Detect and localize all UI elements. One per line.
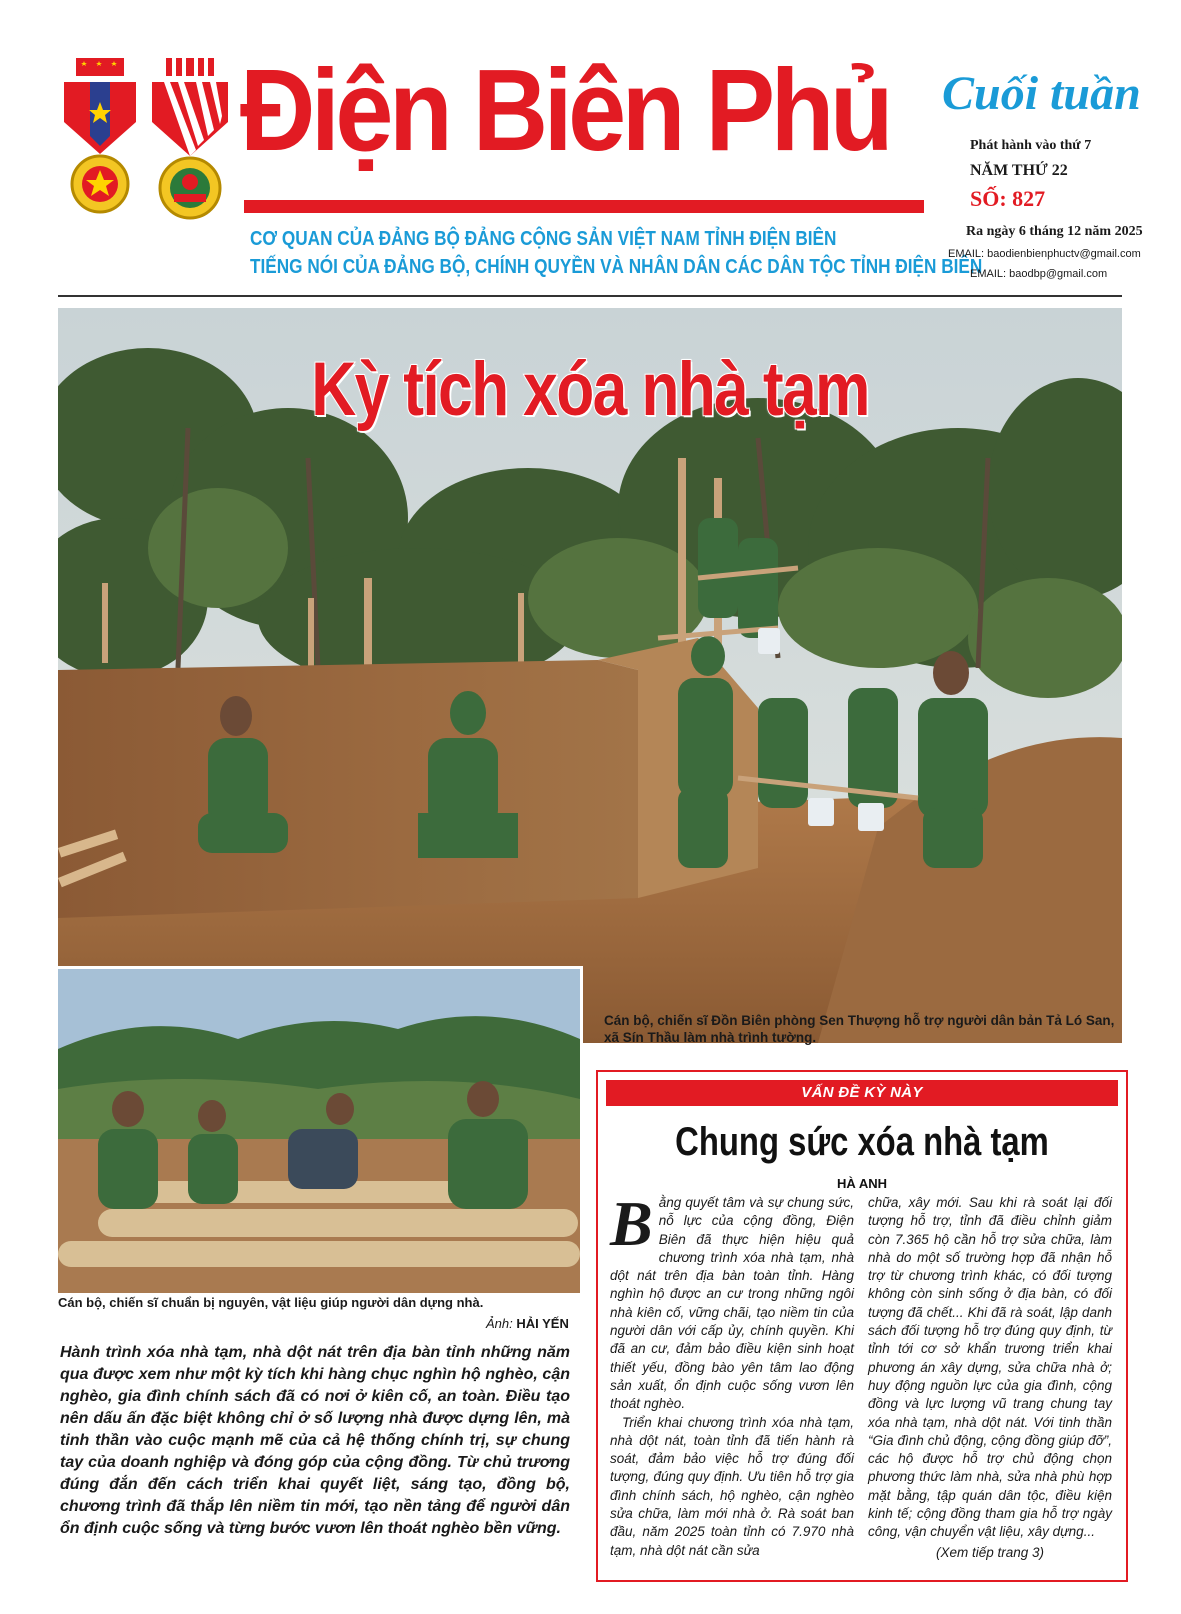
email-1: EMAIL: baodienbienphuctv@gmail.com <box>948 248 1141 260</box>
main-headline: Kỳ tích xóa nhà tạm <box>311 347 869 432</box>
edition-label: Cuối tuần <box>942 67 1141 120</box>
masthead <box>0 0 1181 296</box>
photo-credit <box>486 1316 569 1331</box>
main-photo-caption: Cán bộ, chiến sĩ Đồn Biên phòng Sen Thượng hỗ trợ người dân bản Tả Ló San, xã Sín Thầu làm nhà trình tường. <box>604 1013 1115 1045</box>
issue-date: Ra ngày 6 tháng 12 năm 2025 <box>966 224 1143 239</box>
inset-photo-caption: Cán bộ, chiến sĩ chuẩn bị nguyên, vật liệu giúp người dân dựng nhà. <box>58 1295 484 1310</box>
org-line-2: TIẾNG NÓI CỦA ĐẢNG BỘ, CHÍNH QUYỀN VÀ NHÂN DÂN CÁC DÂN TỘC TỈNH ĐIỆN BIÊN <box>250 256 983 278</box>
issue-number: SỐ: 827 <box>970 186 1046 211</box>
inset-photo-illustration <box>58 969 580 1293</box>
drop-cap: B <box>610 1188 653 1259</box>
credit-name: HẢI YẾN <box>516 1316 569 1331</box>
article-byline: HÀ ANH <box>836 1176 888 1191</box>
article-paragraph <box>610 1188 854 1414</box>
section-label: VẤN ĐỀ KỲ NÀY <box>801 1084 923 1101</box>
lead-paragraph: Hành trình xóa nhà tạm, nhà dột nát trên địa bàn tỉnh những năm qua được xem như một kỳ tích khi hàng chục nghìn hộ nghèo, cận nghèo, gia đình chính sách đã có nơi ở kiên cố, an toàn. Điều tạo nên dấu ấn đặc biệt không chỉ ở số lượng nhà được dựng lên, mà tinh thần vào cuộc mạnh mẽ của cả hệ thống chính trị, sự chung tay của doanh nghiệp và đóng góp của cộng đồng. Từ chủ trương đúng đắn đến cách triển khai quyết liệt, sáng tạo, đồng bộ, chương trình đã thắp lên niềm tin mới, tạo nền tảng để người dân ổn định cuộc sống và từng bước vươn lên thoát nghèo bền vững. <box>60 1344 570 1537</box>
article-title: Chung sức xóa nhà tạm <box>675 1120 1049 1164</box>
featured-article-box <box>596 1070 1128 1582</box>
email-2: EMAIL: baodbp@gmail.com <box>970 268 1108 280</box>
article-column-2 <box>868 1194 1112 1562</box>
release-day: Phát hành vào thứ 7 <box>970 138 1092 153</box>
credit-label: Ảnh: <box>486 1316 513 1331</box>
masthead-red-bar <box>244 200 924 213</box>
article-paragraph: chữa, xây mới. Sau khi rà soát lại đối tượng hỗ trợ, tỉnh đã điều chỉnh giảm còn 7.365 hộ cần hỗ trợ sửa chữa, làm nhà do một số trường hợp đã nhận hỗ trợ từ chương trình khác, có đối tượng không còn sinh sống ở địa bàn, có đối tượng đã chết... Khi đã rà soát, lập danh sách đối tượng hỗ trợ đúng quy định, từ tỉnh tới cơ sở khẩn trương triển khai phương án xây dựng, sửa chữa nhà ở; huy động nguồn lực của gia đình, cộng đồng và lực lượng vũ trang chung tay xóa nhà tạm, nhà dột nát. Với tinh thần “Gia đình chủ động, cộng đồng giúp đỡ”, các hộ được hỗ trợ chủ động chọn phương thức làm nhà, sửa nhà phù hợp mặt bằng, tập quán dân tộc, điều kiện kinh tế; cộng đồng tham gia hỗ trợ ngày công, vận chuyển vật liệu, xây dựng... <box>868 1195 1112 1540</box>
year-number: NĂM THỨ 22 <box>970 162 1068 179</box>
medal-icon <box>150 58 230 223</box>
medal-icon <box>60 58 140 218</box>
article-paragraph: Triển khai chương trình xóa nhà tạm, nhà dột nát, toàn tỉnh đã tiến hành rà soát, đảm bảo việc hỗ trợ đúng đối tượng, đúng quy định. Ưu tiên hỗ trợ gia đình chính sách, hộ nghèo, cận nghèo sửa chữa, làm mới nhà ở. Rà soát ban đầu, năm 2025 toàn tỉnh có 7.970 nhà tạm, nhà dột nát cần sửa <box>610 1414 854 1558</box>
section-band <box>606 1080 1118 1106</box>
masthead-title: Điện Biên Phủ <box>240 45 890 175</box>
masthead-rule <box>58 295 1122 297</box>
paragraph-text: ằng quyết tâm và sự chung sức, nỗ lực của cộng đồng, Điện Biên đã thực hiện hiệu quả chương trình xóa nhà tạm, nhà dột nát trên địa bàn toàn tỉnh. Hàng nghìn hộ được an cư trong những ngôi nhà kiên cố, vững chãi, tạo niềm tin của người dân với cấp ủy, chính quyền. Khi đã an cư, đảm bảo điều kiện sinh hoạt thiết yếu, đồng bào yên tâm lao động sản xuất, ổn định cuộc sống vươn lên thoát nghèo. <box>610 1195 854 1412</box>
inset-photo <box>58 966 583 1293</box>
org-line-1: CƠ QUAN CỦA ĐẢNG BỘ ĐẢNG CỘNG SẢN VIỆT NAM TỈNH ĐIỆN BIÊN <box>250 228 837 250</box>
continued-link[interactable]: (Xem tiếp trang 3) <box>935 1544 1045 1560</box>
article-column-1 <box>610 1188 854 1560</box>
main-photo <box>58 308 1122 1043</box>
